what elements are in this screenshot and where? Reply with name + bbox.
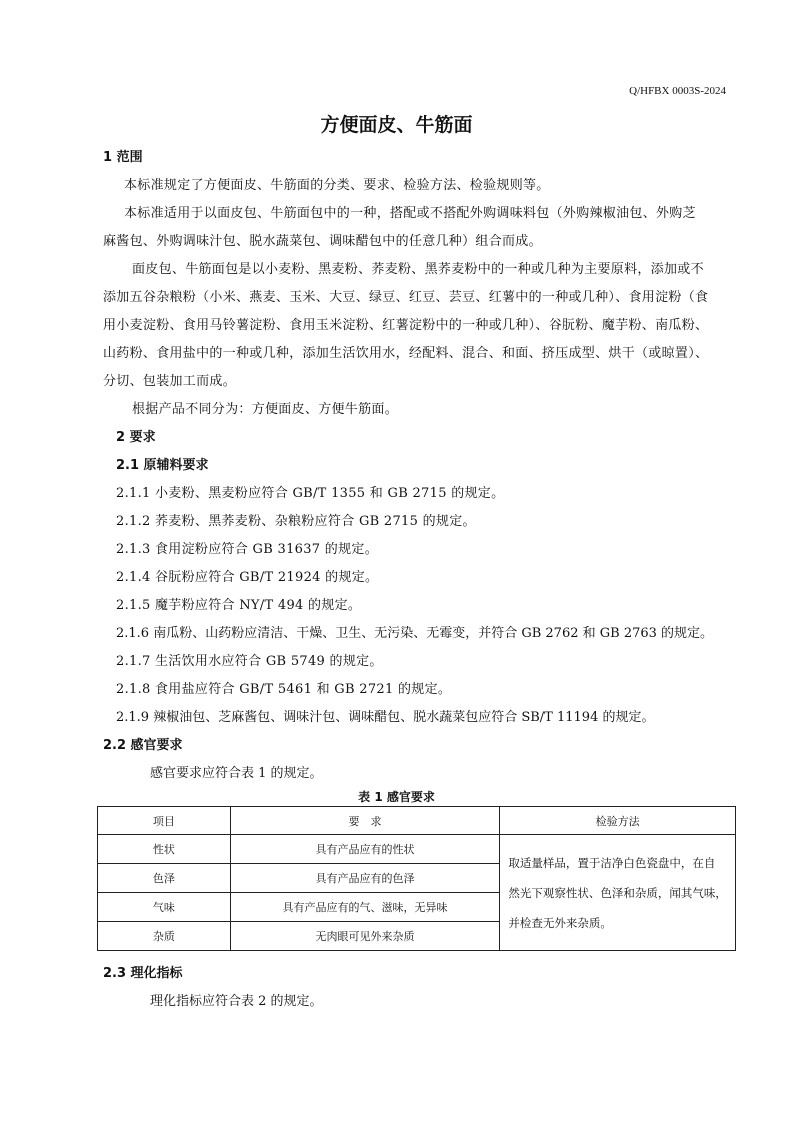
table-cell: 具有产品应有的性状 bbox=[230, 835, 500, 864]
sensory-requirements-table bbox=[97, 806, 736, 951]
section-2-heading: 2 要求 bbox=[116, 430, 156, 445]
table-row bbox=[98, 835, 736, 864]
paragraph-line: 面皮包、牛筋面包是以小麦粉、黑麦粉、荞麦粉、黑荞麦粉中的一种或几种为主要原料，添加或不 bbox=[132, 262, 704, 277]
table-header-cell: 项目 bbox=[98, 807, 231, 835]
method-line: 取适量样品，置于洁净白色瓷盘中，在自 bbox=[508, 855, 716, 870]
paragraph-line: 麻酱包、外购调味汁包、脱水蔬菜包、调味醋包中的任意几种）组合而成。 bbox=[103, 234, 542, 249]
table-cell: 无肉眼可见外来杂质 bbox=[230, 922, 500, 951]
table-header-cell: 检验方法 bbox=[500, 807, 736, 835]
page-title: 方便面皮、牛筋面 bbox=[320, 114, 473, 136]
table-header-row bbox=[98, 807, 736, 835]
paragraph-line: 山药粉、食用盐中的一种或几种，添加生活饮用水，经配料、混合、和面、挤压成型、烘干（或晾置）、 bbox=[103, 346, 709, 361]
table-cell: 气味 bbox=[98, 893, 231, 922]
requirement-item: 2.1.7 生活饮用水应符合 GB 5749 的规定。 bbox=[116, 654, 383, 669]
requirement-item: 2.1.4 谷朊粉应符合 GB/T 21924 的规定。 bbox=[116, 570, 379, 585]
table-caption: 表 1 感官要求 bbox=[358, 790, 435, 804]
section-2-1-heading: 2.1 原辅料要求 bbox=[116, 458, 209, 473]
table-cell: 色泽 bbox=[98, 864, 231, 893]
document-number: Q/HFBX 0003S-2024 bbox=[629, 85, 726, 97]
table-cell: 具有产品应有的气、滋味，无异味 bbox=[230, 893, 500, 922]
paragraph-line: 本标准规定了方便面皮、牛筋面的分类、要求、检验方法、检验规则等。 bbox=[124, 178, 550, 193]
section-2-2-text: 感官要求应符合表 1 的规定。 bbox=[150, 766, 323, 781]
paragraph-line: 分切、包装加工而成。 bbox=[103, 374, 237, 389]
table-cell: 性状 bbox=[98, 835, 231, 864]
method-line: 并检查无外来杂质。 bbox=[508, 915, 612, 930]
section-2-3-heading: 2.3 理化指标 bbox=[103, 966, 183, 981]
requirement-item: 2.1.2 荞麦粉、黑荞麦粉、杂粮粉应符合 GB 2715 的规定。 bbox=[116, 514, 476, 529]
paragraph-line: 添加五谷杂粮粉（小米、燕麦、玉米、大豆、绿豆、红豆、芸豆、红薯中的一种或几种）、食用淀粉（食 bbox=[103, 290, 709, 305]
table-cell: 具有产品应有的色泽 bbox=[230, 864, 500, 893]
requirement-item: 2.1.6 南瓜粉、山药粉应清洁、干燥、卫生、无污染、无霉变，并符合 GB 2762 和 GB 2763 的规定。 bbox=[116, 626, 714, 641]
method-line: 然光下观察性状、色泽和杂质，闻其气味， bbox=[508, 885, 727, 900]
requirement-item: 2.1.8 食用盐应符合 GB/T 5461 和 GB 2721 的规定。 bbox=[116, 682, 452, 697]
section-2-3-text: 理化指标应符合表 2 的规定。 bbox=[150, 994, 323, 1009]
section-1-heading: 1 范围 bbox=[103, 150, 143, 165]
table-cell: 杂质 bbox=[98, 922, 231, 951]
table-header-cell: 要 求 bbox=[230, 807, 500, 835]
inspection-method-cell bbox=[500, 835, 736, 951]
paragraph-line: 用小麦淀粉、食用马铃薯淀粉、食用玉米淀粉、红薯淀粉中的一种或几种）、谷朊粉、魔芋粉、南瓜粉、 bbox=[103, 318, 709, 333]
requirement-item: 2.1.5 魔芋粉应符合 NY/T 494 的规定。 bbox=[116, 598, 362, 613]
requirement-item: 2.1.1 小麦粉、黑麦粉应符合 GB/T 1355 和 GB 2715 的规定。 bbox=[116, 486, 505, 501]
requirement-item: 2.1.3 食用淀粉应符合 GB 31637 的规定。 bbox=[116, 542, 378, 557]
requirement-item: 2.1.9 辣椒油包、芝麻酱包、调味汁包、调味醋包、脱水蔬菜包应符合 SB/T 11194 的规定。 bbox=[116, 710, 655, 725]
paragraph-line: 根据产品不同分为：方便面皮、方便牛筋面。 bbox=[132, 402, 399, 417]
section-2-2-heading: 2.2 感官要求 bbox=[103, 738, 183, 753]
paragraph-line: 本标准适用于以面皮包、牛筋面包中的一种，搭配或不搭配外购调味料包（外购辣椒油包、外购芝 bbox=[124, 206, 696, 221]
